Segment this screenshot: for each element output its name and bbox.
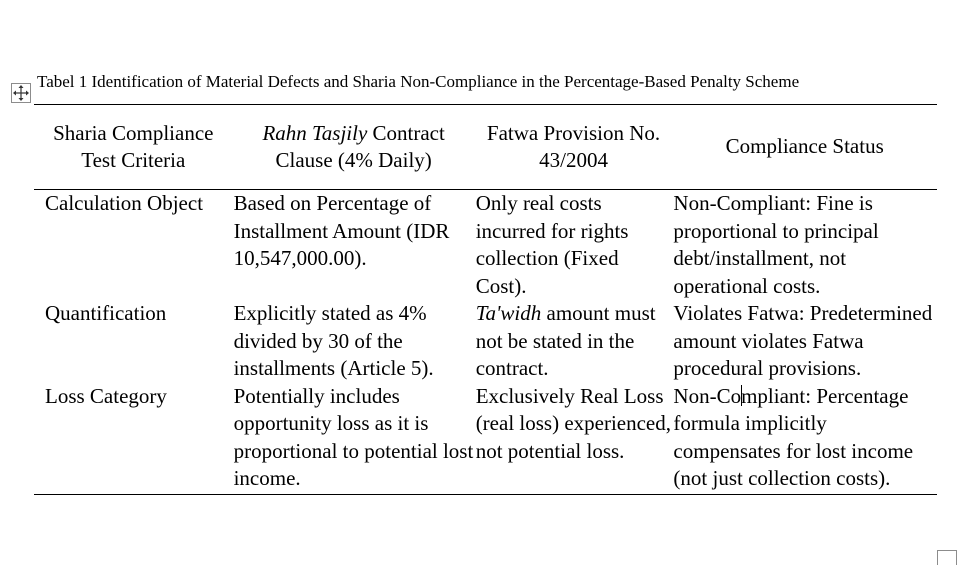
table-header — [34, 105, 937, 190]
cell-fatwa-provision: Only real costs incurred for rights collection (Fixed Cost). — [475, 191, 629, 298]
cell-contract-clause: Explicitly stated as 4% divided by 30 of the installments (Article 5). — [233, 301, 434, 380]
header-status-text: Compliance Status — [725, 134, 884, 159]
header-criteria — [34, 105, 233, 190]
header-contract-clause — [233, 105, 475, 190]
cell-compliance-status[interactable] — [672, 383, 937, 495]
fatwa-term-italic: Ta'widh — [475, 301, 542, 325]
table-row — [34, 300, 937, 383]
status-text-after-cursor: mpliant: Percentage formula implicitly compensates for lost income (not just collection costs). — [673, 383, 914, 490]
cell-compliance-status: Non-Compliant: Fine is proportional to principal debt/installment, not operational costs. — [673, 191, 879, 298]
cell-compliance-status: Violates Fatwa: Predetermined amount violates Fatwa procedural provisions. — [673, 301, 933, 380]
table-move-handle[interactable] — [11, 83, 31, 103]
header-fatwa-text: Fatwa Provision No. 43/2004 — [486, 120, 661, 172]
move-arrows-icon — [12, 84, 30, 102]
table-caption: Tabel 1 Identification of Material Defects and Sharia Non-Compliance in the Percentage-Based Penalty Scheme — [37, 72, 800, 91]
cell-criteria: Calculation Object — [45, 191, 204, 215]
cell-criteria: Quantification — [45, 301, 167, 325]
header-contract-name: Rahn Tasjily — [262, 120, 368, 145]
compliance-table — [34, 104, 937, 495]
status-text-before-cursor: Non-Co — [673, 383, 742, 408]
cell-fatwa-provision: Exclusively Real Loss (real loss) experienced, not potential loss. — [475, 383, 672, 463]
header-compliance-status — [672, 105, 937, 190]
header-row — [34, 105, 937, 190]
cell-contract-clause: Based on Percentage of Installment Amount (IDR 10,547,000.00). — [233, 191, 450, 270]
header-criteria-text: Sharia Compliance Test Criteria — [53, 120, 214, 172]
cell-criteria: Loss Category — [45, 383, 167, 408]
cell-contract-clause: Potentially includes opportunity loss as it is proportional to potential lost income. — [233, 383, 474, 490]
table-row — [34, 190, 937, 301]
fatwa-text: amount must not be stated in the contract. — [475, 301, 656, 380]
header-fatwa-provision — [475, 105, 673, 190]
table-body — [34, 190, 937, 495]
header-contract-rest: Contract Clause (4% Daily) — [275, 120, 445, 172]
table-resize-icon[interactable] — [937, 550, 957, 565]
table-row — [34, 383, 937, 495]
cell-fatwa-provision — [475, 300, 673, 383]
